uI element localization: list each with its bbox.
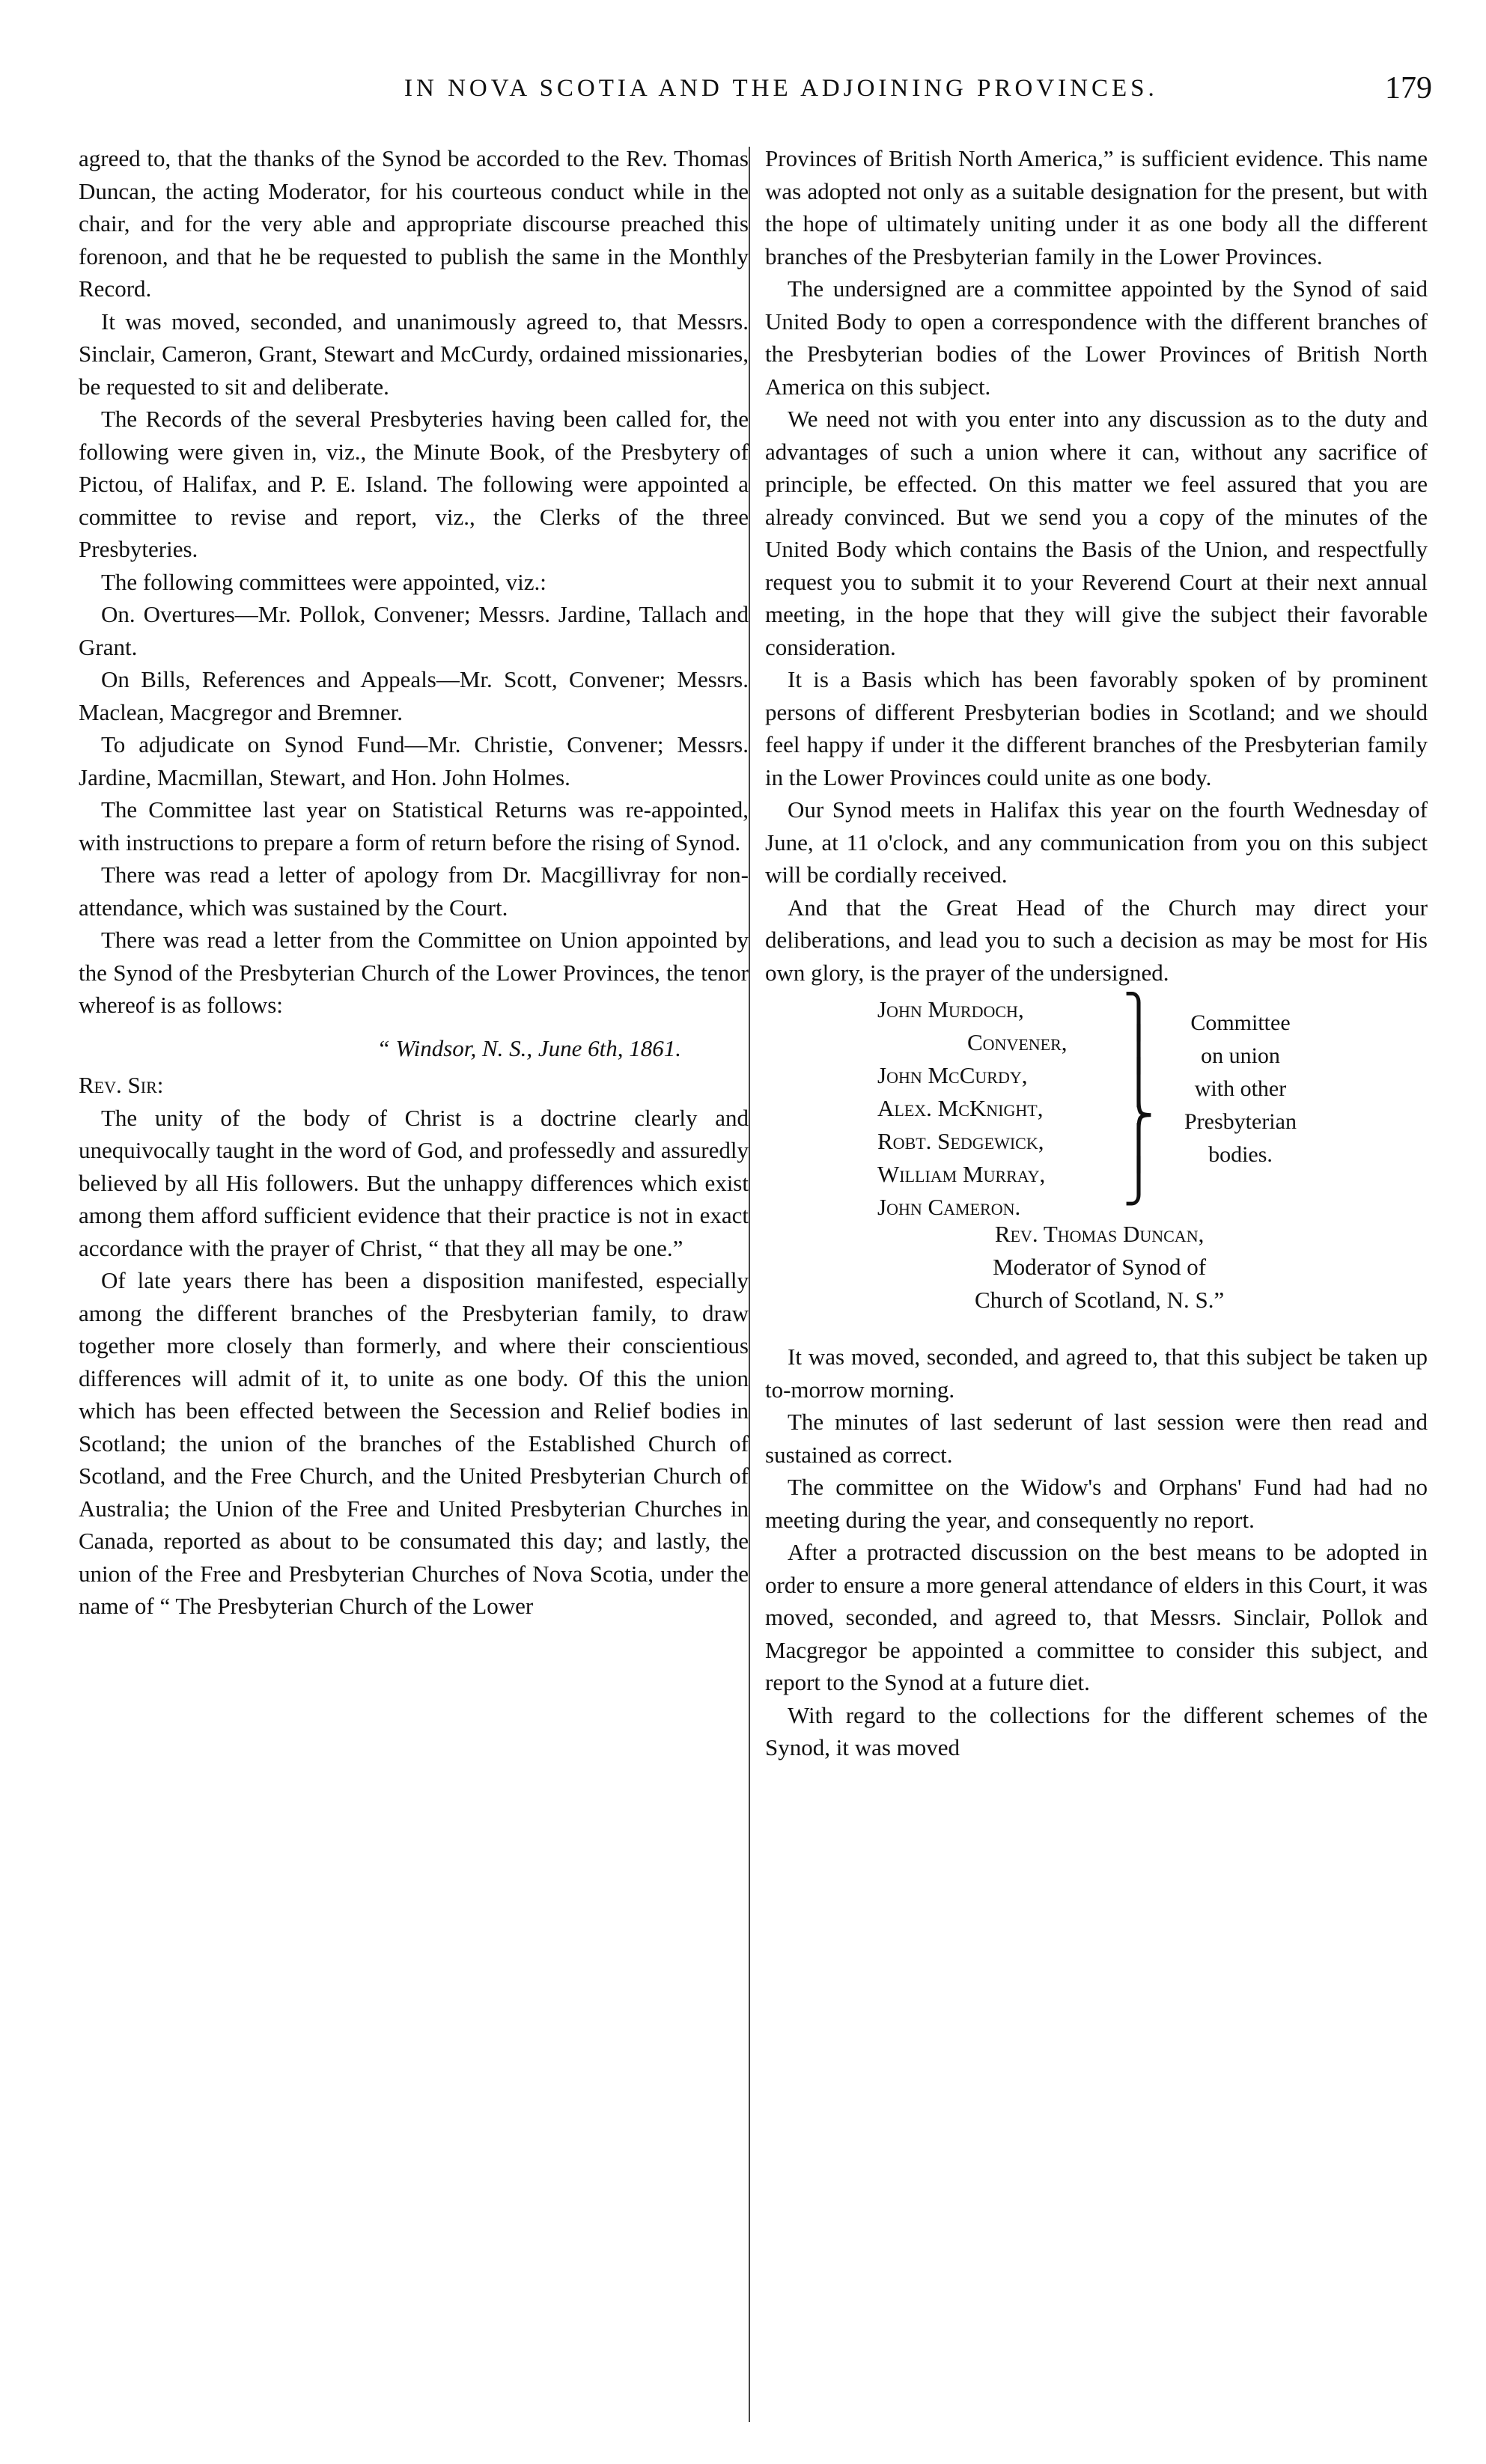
committee-note-line: Committee [1190, 1010, 1291, 1035]
paragraph: It was moved, seconded, and unanimously agreed to, that Messrs. Sinclair, Cameron, Grant, Stewart and McCurdy, ordained missionaries, be requested to sit and deliberate. [79, 308, 749, 400]
brace-glyph: ⎫ ⎪ ⎪ ⎬ ⎪ ⎭ [1123, 994, 1154, 1205]
running-head: IN NOVA SCOTIA AND THE ADJOINING PROVINCES. [404, 75, 1158, 102]
letter-salutation: Rev. Sir: [79, 1072, 164, 1098]
addressee-name: Rev. Thomas Duncan, [994, 1221, 1205, 1247]
paragraph: We need not with you enter into any discussion as to the duty and advantages of such a union where it can, without any sacrifice of principle, be effected. On this matter we feel assured that you are already convinced. But we send you a copy of the minutes of the United Body which contains the Basis of the Union, and respectfully request you to submit it to your Reverend Court at their next annual meeting, in the hope that they will give the subject their favorable consideration. [765, 406, 1428, 660]
paragraph: agreed to, that the thanks of the Synod be accorded to the Rev. Thomas Duncan, the acting Moderator, for his courteous conduct while in the chair, and for the very able and appropriate discourse preached this forenoon, and that he be requested to publish the same in the Monthly Record. [79, 145, 749, 302]
paragraph: And that the Great Head of the Church may direct your deliberations, and lead you to such a decision as may be most for His own glory, is the prayer of the undersigned. [765, 894, 1428, 986]
paragraph: The committee on the Widow's and Orphans' Fund had had no meeting during the year, and consequently no report. [765, 1474, 1428, 1533]
signatory: William Murray, [877, 1161, 1046, 1187]
committee-note-line: on union [1201, 1043, 1280, 1068]
committee-note [1184, 1007, 1297, 1171]
paragraph: It is a Basis which has been favorably spoken of by prominent persons of different Presbyterian bodies in Scotland; and we should feel happy if under it the different branches of the Presbyterian family in the Lower Provinces could unite as one body. [765, 666, 1428, 790]
letter-dateline: “ Windsor, N. S., June 6th, 1861. [377, 1034, 681, 1061]
column-divider [749, 147, 750, 2422]
paragraph: There was read a letter of apology from Dr. Macgillivray for non-attendance, which was sustained by the Court. [79, 862, 749, 921]
committee-note-line: Presbyterian [1184, 1109, 1297, 1134]
right-column [765, 142, 1428, 1764]
paragraph: To adjudicate on Synod Fund—Mr. Christie, Convener; Messrs. Jardine, Macmillan, Stewart, and Hon. John Holmes. [79, 731, 749, 790]
paragraph: With regard to the collections for the different schemes of the Synod, it was moved [765, 1701, 1428, 1760]
left-column [79, 142, 749, 1623]
paragraph: Of late years there has been a disposition manifested, especially among the different branches of the Presbyterian family, to draw together more closely than formerly, and where their conscientious differences will admit of it, to unite as one body. Of this the union which has been effected between the Secession and Relief bodies in Scotland; the union of the branches of the Established Church of Scotland, and the Free Church, and the United Presbyterian Church of Australia; the Union of the Free and United Presbyterian Churches in Canada, reported as about to be consumated this day; and lastly, the union of the Free and Presbyterian Churches of Nova Scotia, under the name of “ The Presbyterian Church of the Lower [79, 1267, 749, 1619]
page-header [0, 71, 1486, 120]
paragraph: On. Overtures—Mr. Pollok, Convener; Messrs. Jardine, Tallach and Grant. [79, 601, 749, 660]
committee-note-line: with other [1194, 1076, 1287, 1101]
addressee-line: Moderator of Synod of [993, 1254, 1207, 1280]
paragraph: The Committee last year on Statistical Returns was re-appointed, with instructions to prepare a form of return before the rising of Synod. [79, 796, 749, 856]
paragraph: It was moved, seconded, and agreed to, that this subject be taken up to-morrow morning. [765, 1344, 1428, 1403]
signature-block [765, 993, 1428, 1330]
addressee-block [975, 1218, 1224, 1317]
paragraph: The minutes of last sederunt of last session were then read and sustained as correct. [765, 1409, 1428, 1468]
paragraph: On Bills, References and Appeals—Mr. Scott, Convener; Messrs. Maclean, Macgregor and Bremner. [79, 666, 749, 725]
paragraph: The following committees were appointed, viz.: [101, 568, 546, 595]
paragraph: The Records of the several Presbyteries having been called for, the following were given in, viz., the Minute Book, of the Presbytery of Pictou, of Halifax, and P. E. Island. The following were appointed a committee to revise and report, viz., the Clerks of the three Presbyteries. [79, 406, 749, 562]
paragraph: Our Synod meets in Halifax this year on the fourth Wednesday of June, at 11 o'clock, and any communication from you on this subject will be cordially received. [765, 796, 1428, 888]
signatory: John Cameron. [877, 1194, 1021, 1220]
paragraph: After a protracted discussion on the best means to be adopted in order to ensure a more general attendance of elders in this Court, it was moved, seconded, and agreed to, that Messrs. Sinclair, Pollok and Macgregor be appointed a committee to consider this subject, and report to the Synod at a future diet. [765, 1539, 1428, 1695]
addressee-line: Church of Scotland, N. S.” [975, 1287, 1225, 1313]
signatory-list [877, 993, 1068, 1224]
paragraph: Provinces of British North America,” is sufficient evidence. This name was adopted not only as a suitable designation for the present, but with the hope of ultimately uniting under it as one body all the different branches of the Presbyterian family in the Lower Provinces. [765, 145, 1428, 269]
signatory: John McCurdy, [877, 1062, 1028, 1088]
page-number: 179 [1385, 71, 1432, 106]
paragraph: There was read a letter from the Committee on Union appointed by the Synod of the Presbyterian Church of the Lower Provinces, the tenor whereof is as follows: [79, 927, 749, 1018]
paragraph: The undersigned are a committee appointed by the Synod of said United Body to open a correspondence with the different branches of the Presbyterian bodies of the Lower Provinces of British North America on this subject. [765, 275, 1428, 400]
paragraph: The unity of the body of Christ is a doctrine clearly and unequivocally taught in the word of God, and professedly and assuredly believed by all His followers. But the unhappy differences which exist among them afford sufficient evidence that their practice is not in exact accordance with the prayer of Christ, “ that they all may be one.” [79, 1104, 749, 1261]
signatory-role: Convener, [967, 1029, 1068, 1055]
signatory: John Murdoch, [877, 996, 1024, 1022]
signatory: Robt. Sedgewick, [877, 1128, 1044, 1154]
committee-note-line: bodies. [1208, 1142, 1273, 1167]
signatory: Alex. McKnight, [877, 1095, 1044, 1121]
